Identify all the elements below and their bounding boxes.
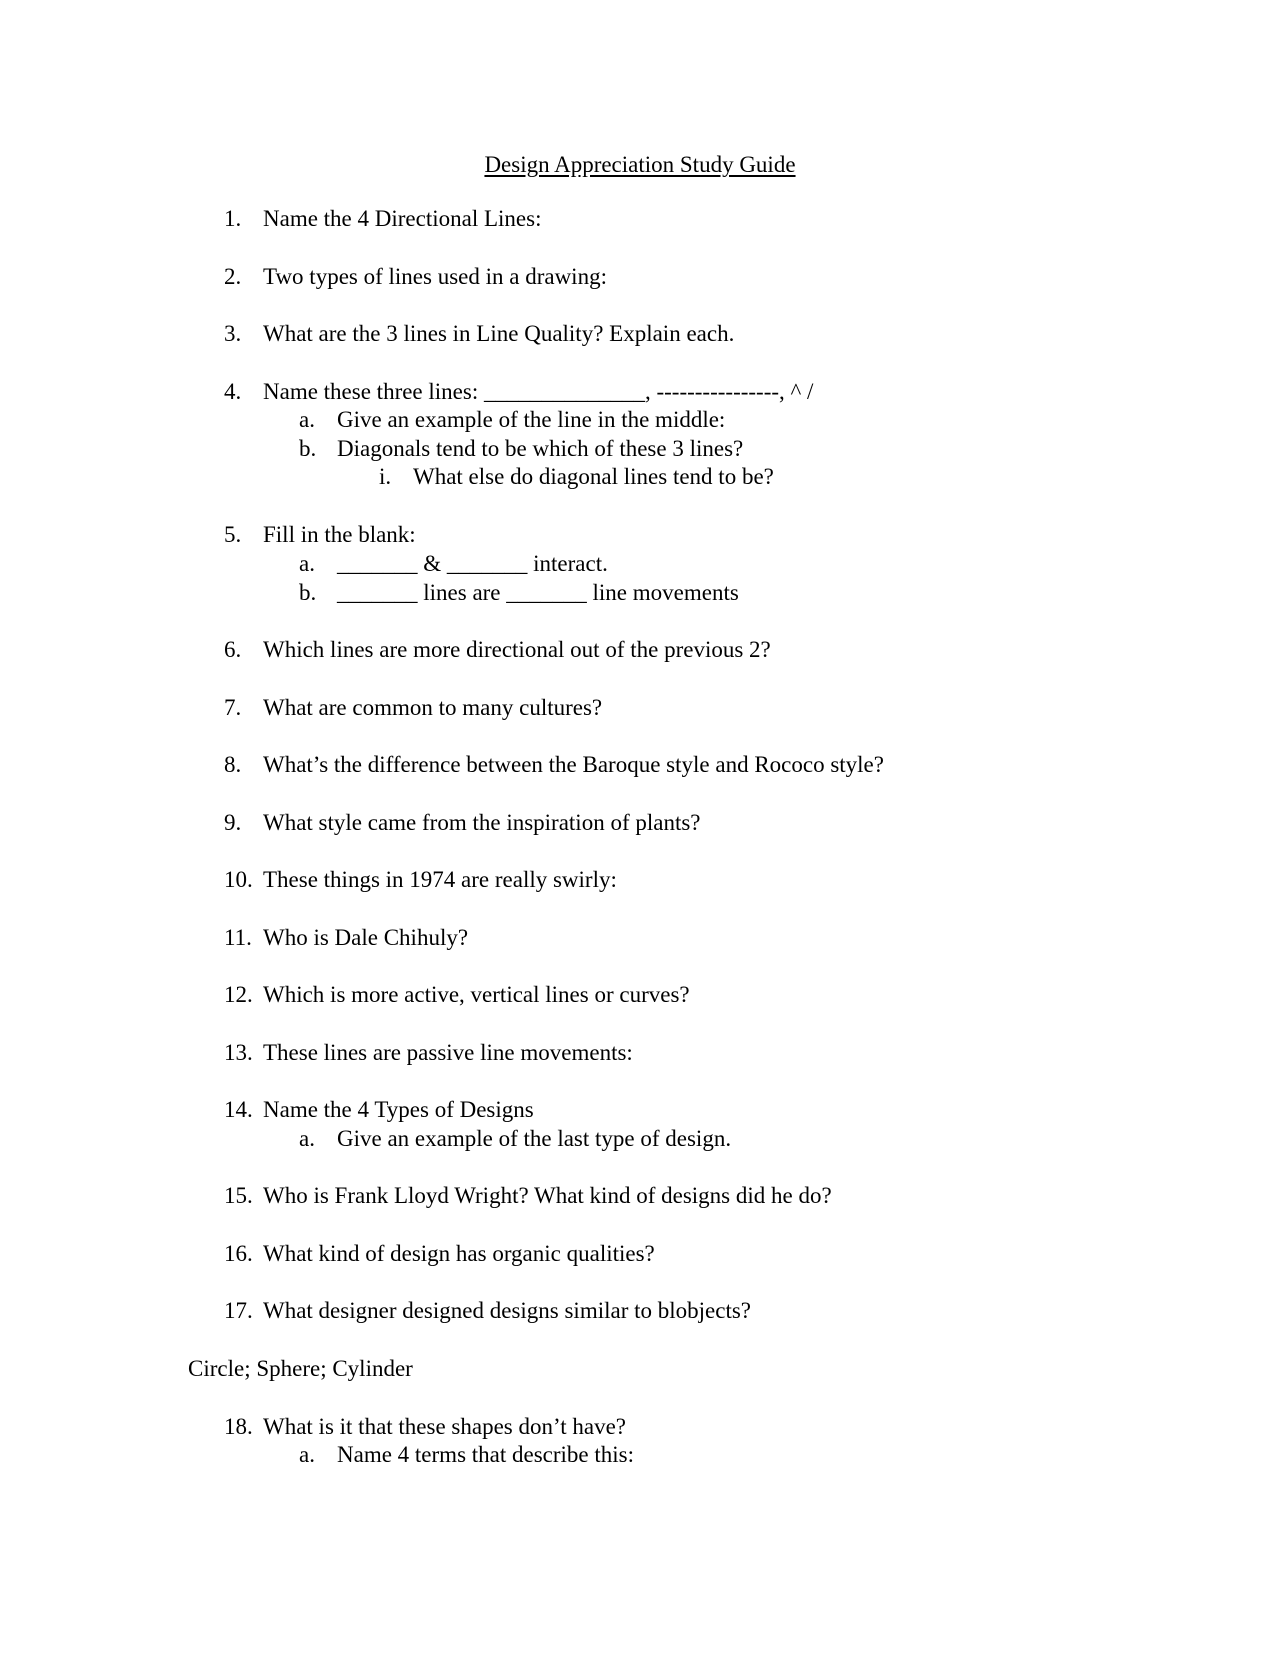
question-text: Which lines are more directional out of the previous 2? (263, 637, 771, 662)
question-text: What are the 3 lines in Line Quality? Explain each. (263, 321, 735, 346)
question-text: Which is more active, vertical lines or curves? (263, 982, 690, 1007)
question-number: 18. (224, 1414, 253, 1439)
question-text: What designer designed designs similar to blobjects? (263, 1298, 751, 1323)
sub-question-text: Give an example of the line in the middle: (337, 407, 726, 432)
question-number: 9. (224, 810, 242, 835)
question-text: Fill in the blank: (263, 522, 416, 547)
shapes-line: Circle; Sphere; Cylinder (188, 1356, 413, 1381)
question-number: 7. (224, 695, 242, 720)
question-number: 13. (224, 1040, 253, 1065)
sub-sub-question-text: What else do diagonal lines tend to be? (413, 464, 774, 489)
question-text: What style came from the inspiration of plants? (263, 810, 701, 835)
question-number: 8. (224, 752, 242, 777)
question-text: Two types of lines used in a drawing: (263, 264, 607, 289)
question-number: 3. (224, 321, 242, 346)
sub-question-text: Give an example of the last type of design. (337, 1126, 732, 1151)
question-text: These lines are passive line movements: (263, 1040, 633, 1065)
question-text: Who is Dale Chihuly? (263, 925, 469, 950)
sub-question-text: Name 4 terms that describe this: (337, 1442, 635, 1467)
question-text: Name these three lines: ______________, ----------------, ^ / (263, 379, 814, 404)
question-number: 5. (224, 522, 242, 547)
sub-question-text: _______ lines are _______ line movements (337, 580, 739, 605)
sub-question-text: Diagonals tend to be which of these 3 lines? (337, 436, 744, 461)
sub-question-letter: a. (299, 407, 315, 432)
question-number: 6. (224, 637, 242, 662)
sub-sub-question-numeral: i. (379, 464, 392, 489)
question-number: 4. (224, 379, 242, 404)
sub-question-letter: a. (299, 1442, 315, 1467)
question-text: What kind of design has organic qualities? (263, 1241, 655, 1266)
question-number: 11. (224, 925, 252, 950)
question-number: 2. (224, 264, 242, 289)
question-number: 14. (224, 1097, 253, 1122)
question-text: What is it that these shapes don’t have? (263, 1414, 627, 1439)
sub-question-letter: b. (299, 580, 317, 605)
sub-question-letter: a. (299, 1126, 315, 1151)
question-number: 15. (224, 1183, 253, 1208)
question-number: 1. (224, 206, 242, 231)
question-number: 10. (224, 867, 253, 892)
page-title: Design Appreciation Study Guide (484, 152, 796, 177)
question-number: 16. (224, 1241, 253, 1266)
question-number: 17. (224, 1298, 253, 1323)
question-text: Name the 4 Types of Designs (263, 1097, 534, 1122)
question-text: These things in 1974 are really swirly: (263, 867, 617, 892)
question-text: Name the 4 Directional Lines: (263, 206, 542, 231)
question-number: 12. (224, 982, 253, 1007)
question-text: Who is Frank Lloyd Wright? What kind of designs did he do? (263, 1183, 832, 1208)
question-text: What’s the difference between the Baroque style and Rococo style? (263, 752, 884, 777)
sub-question-letter: b. (299, 436, 317, 461)
sub-question-letter: a. (299, 551, 315, 576)
sub-question-text: _______ & _______ interact. (337, 551, 608, 576)
question-text: What are common to many cultures? (263, 695, 603, 720)
